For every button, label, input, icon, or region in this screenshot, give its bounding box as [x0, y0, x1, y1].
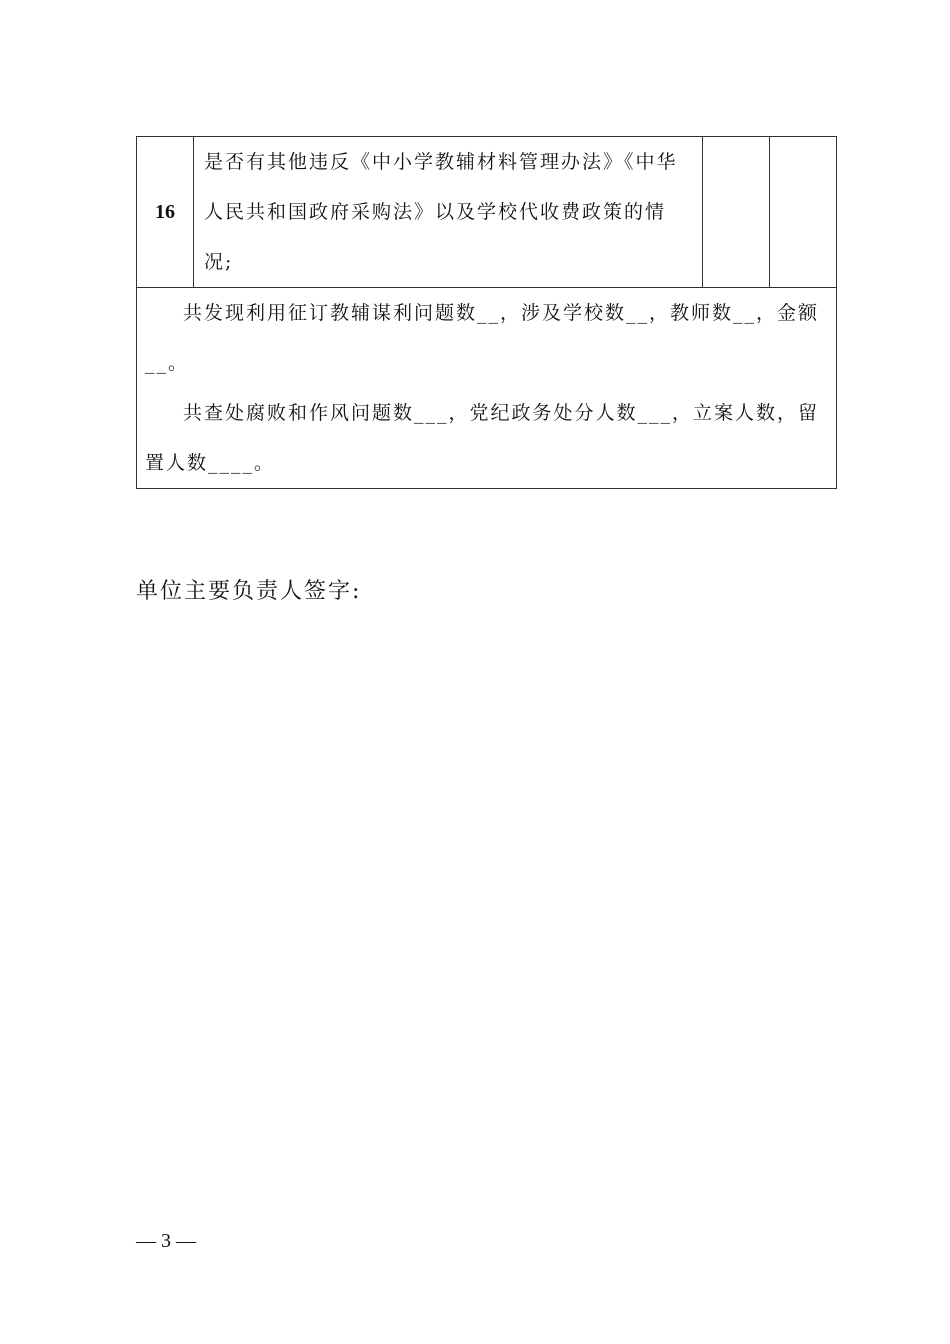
table-row [137, 137, 837, 288]
row-description: 是否有其他违反《中小学教辅材料管理办法》《中华人民共和国政府采购法》以及学校代收费政策的情况; [194, 137, 703, 288]
summary-row [137, 288, 837, 489]
summary-teaching-materials: 共发现利用征订教辅谋利问题数__，涉及学校数__，教师数__，金额 __。 [145, 302, 820, 374]
inspection-table [136, 136, 837, 489]
page-number: — 3 — [136, 1230, 196, 1252]
row-number: 16 [137, 137, 194, 288]
blank-cell-2 [770, 137, 837, 288]
signature-label: 单位主要负责人签字: [136, 579, 362, 604]
summary-corruption-cases: 共查处腐败和作风问题数___，党纪政务处分人数___，立案人数，留置人数____。 [145, 402, 820, 474]
summary-cell [137, 288, 837, 489]
blank-cell-1 [703, 137, 770, 288]
